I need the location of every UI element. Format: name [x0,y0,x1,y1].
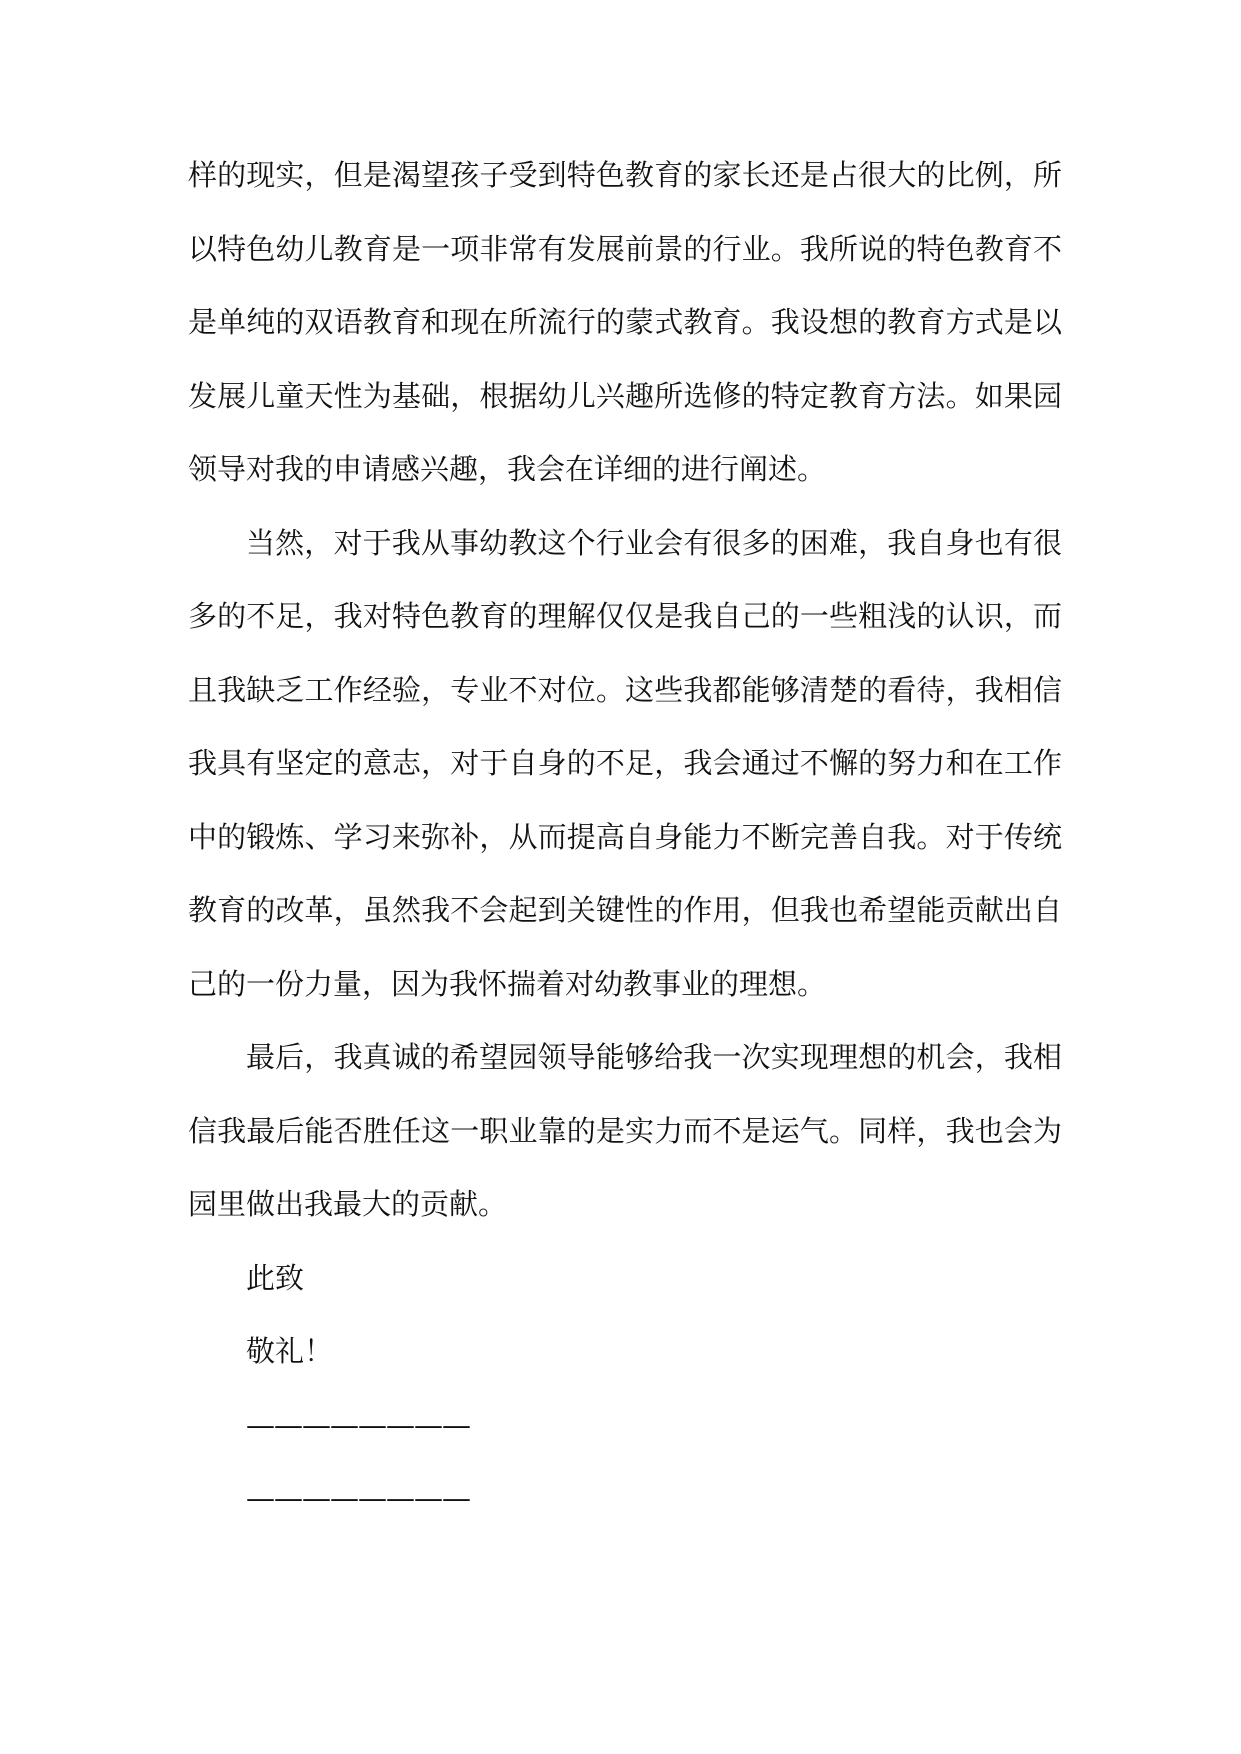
paragraph-2-line-6: 教育的改革，虽然我不会起到关键性的作用，但我也希望能贡献出自 [188,893,1062,927]
paragraph-1-line-4: 发展儿童天性为基础，根据幼儿兴趣所选修的特定教育方法。如果园 [188,378,1062,413]
paragraph-3-line-3: 园里做出我最大的贡献。 [188,1187,508,1221]
paragraph-2-line-5: 中的锻炼、学习来弥补，从而提高自身能力不断完善自我。对于传统 [188,819,1062,854]
paragraph-2-line-1: 当然，对于我从事幼教这个行业会有很多的困难，我自身也有很 [246,525,1062,560]
paragraph-3-line-2: 信我最后能否胜任这一职业靠的是实力而不是运气。同样，我也会为 [188,1113,1062,1148]
paragraph-2-line-4: 我具有坚定的意志，对于自身的不足，我会通过不懈的努力和在工作 [188,746,1062,780]
closing-salutation-1: 此致 [246,1260,305,1295]
paragraph-1-line-1: 样的现实，但是渴望孩子受到特色教育的家长还是占很大的比例，所 [188,158,1062,192]
date-blank-line: ———————— [246,1481,470,1515]
letter-body [188,139,1062,1536]
paragraph-2-line-2: 多的不足，我对特色教育的理解仅仅是我自己的一些粗浅的认识，而 [188,599,1062,633]
paragraph-1-line-3: 是单纯的双语教育和现在所流行的蒙式教育。我设想的教育方式是以 [188,305,1062,339]
paragraph-3-line-1: 最后，我真诚的希望园领导能够给我一次实现理想的机会，我相 [246,1040,1062,1074]
paragraph-1-line-2: 以特色幼儿教育是一项非常有发展前景的行业。我所说的特色教育不 [188,231,1062,266]
signature-blank-line: ———————— [246,1407,470,1442]
paragraph-2-line-7: 己的一份力量，因为我怀揣着对幼教事业的理想。 [188,966,827,1001]
closing-salutation-2: 敬礼！ [246,1334,334,1368]
paragraph-1-line-5: 领导对我的申请感兴趣，我会在详细的进行阐述。 [188,452,827,486]
paragraph-2-line-3: 且我缺乏工作经验，专业不对位。这些我都能够清楚的看待，我相信 [188,672,1062,707]
